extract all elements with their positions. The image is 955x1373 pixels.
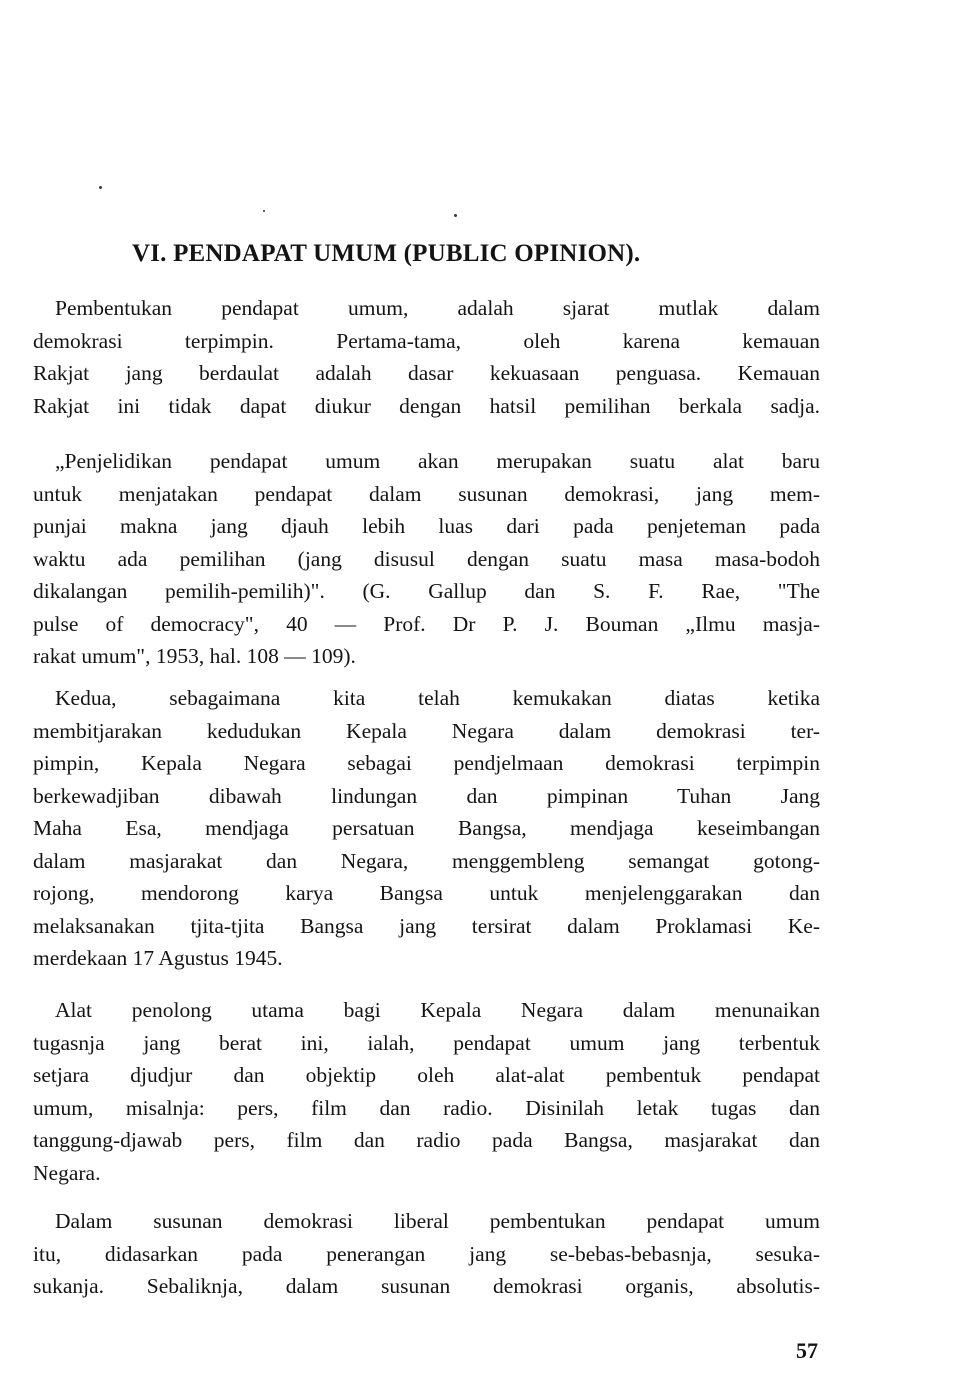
text-line: Alat penolong utama bagi Kepala Negara dalam menunaikan — [55, 998, 820, 1022]
text-line: tanggung-djawab pers, film dan radio pada Bangsa, masjarakat dan — [33, 1128, 820, 1152]
text-line: Pembentukan pendapat umum, adalah sjarat mutlak dalam — [55, 296, 820, 320]
print-speck — [263, 210, 265, 212]
text-line: itu, didasarkan pada penerangan jang se-bebas-bebasnja, sesuka- — [33, 1241, 820, 1266]
text-line: Rakjat ini tidak dapat diukur dengan hatsil pemilihan berkala sadja. — [33, 393, 820, 418]
text-line: dalam masjarakat dan Negara, menggembleng semangat gotong- — [33, 848, 820, 873]
text-line: setjara djudjur dan objektip oleh alat-alat pembentuk pendapat — [33, 1063, 820, 1087]
paragraph-3 — [33, 682, 820, 975]
text-line: merdekaan 17 Agustus 1945. — [33, 946, 283, 970]
paragraph-4 — [33, 994, 820, 1189]
print-speck — [454, 214, 457, 217]
text-line: Dalam susunan demokrasi liberal pembentukan pendapat umum — [55, 1209, 820, 1233]
text-line: dikalangan pemilih-pemilih)". (G. Gallup dan S. F. Rae, "The — [33, 579, 820, 603]
text-line: Rakjat jang berdaulat adalah dasar kekuasaan penguasa. Kemauan — [33, 361, 820, 385]
print-speck — [99, 186, 102, 189]
text-line: demokrasi terpimpin. Pertama-tama, oleh karena kemauan — [33, 328, 820, 353]
text-line: rojong, mendorong karya Bangsa untuk menjelenggarakan dan — [33, 881, 820, 905]
text-line: sukanja. Sebaliknja, dalam susunan demokrasi organis, absolutis- — [33, 1274, 820, 1298]
text-line: rakat umum", 1953, hal. 108 — 109). — [33, 644, 356, 668]
chapter-heading: VI. PENDAPAT UMUM (PUBLIC OPINION). — [132, 240, 641, 267]
paragraph-1 — [33, 292, 820, 422]
text-line: berkewadjiban dibawah lindungan dan pimpinan Tuhan Jang — [33, 783, 820, 808]
text-line: untuk menjatakan pendapat dalam susunan demokrasi, jang mem- — [33, 481, 820, 506]
text-line: „Penjelidikan pendapat umum akan merupakan suatu alat baru — [55, 449, 820, 473]
text-line: tugasnja jang berat ini, ialah, pendapat umum jang terbentuk — [33, 1030, 820, 1055]
text-line: pimpin, Kepala Negara sebagai pendjelmaan demokrasi terpimpin — [33, 751, 820, 775]
text-line: melaksanakan tjita-tjita Bangsa jang tersirat dalam Proklamasi Ke- — [33, 913, 820, 938]
page-number: 57 — [796, 1338, 818, 1363]
text-line: Maha Esa, mendjaga persatuan Bangsa, mendjaga keseimbangan — [33, 816, 820, 840]
paragraph-2-quotation — [33, 445, 820, 673]
text-line: pulse of democracy", 40 — Prof. Dr P. J. Bouman „Ilmu masja- — [33, 611, 820, 636]
text-line: umum, misalnja: pers, film dan radio. Disinilah letak tugas dan — [33, 1095, 820, 1120]
text-line: Negara. — [33, 1160, 101, 1185]
text-line: Kedua, sebagaimana kita telah kemukakan diatas ketika — [55, 686, 820, 710]
text-line: membitjarakan kedudukan Kepala Negara dalam demokrasi ter- — [33, 718, 820, 743]
text-line: punjai makna jang djauh lebih luas dari pada penjeteman pada — [33, 514, 820, 538]
paragraph-5 — [33, 1205, 820, 1303]
text-line: waktu ada pemilihan (jang disusul dengan suatu masa masa-bodoh — [33, 546, 820, 571]
